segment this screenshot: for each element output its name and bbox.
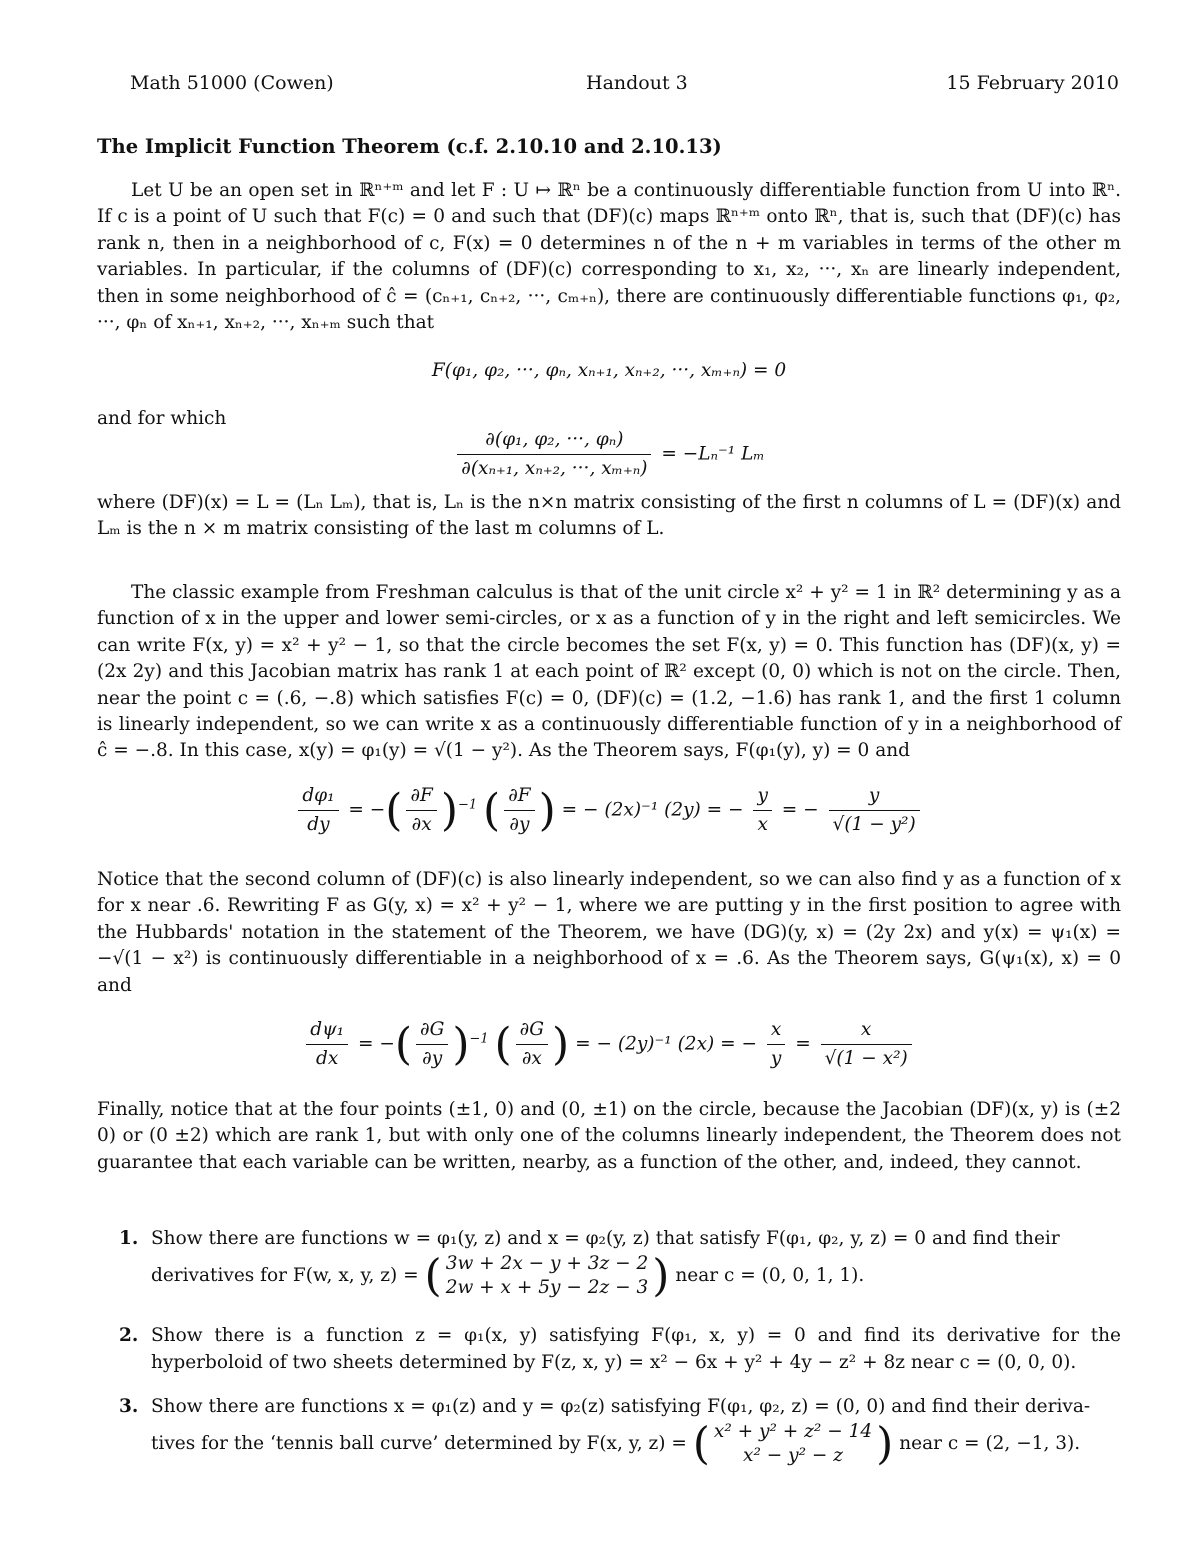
handout-label: Handout 3	[586, 72, 688, 94]
theorem-statement: Let U be an open set in ℝⁿ⁺ᵐ and let F : U ↦ ℝⁿ be a continuously differentiable function from U into ℝⁿ. If c is a point of U such that F(c) = 0 and such that (DF)(c) maps ℝⁿ⁺ᵐ onto ℝⁿ, that is, such that (DF)(c) has rank n, then in a neighborhood of c, F(x) = 0 determines n of the n + m variables in terms of the other m variables. In particular, if the columns of (DF)(c) corresponding to x₁, x₂, ···, xₙ are linearly independent, then in some neighborhood of ĉ = (cₙ₊₁, cₙ₊₂, ···, cₘ₊ₙ), there are continuously differentiable functions φ₁, φ₂, ···, φₙ of xₙ₊₁, xₙ₊₂, ···, xₙ₊ₘ such that	[97, 180, 1121, 334]
jacobian-fraction: $\frac{\text{∂(φ₁, φ₂, ···, φₙ)}}{\text{∂(xₙ₊₁, xₙ₊₂, ···, xₘ₊ₙ)}}$	[457, 426, 651, 483]
date-label: 15 February 2010	[946, 72, 1119, 94]
problem-1: 1. Show there are functions w = φ₁(y, z) and x = φ₂(y, z) that satisfy F(φ₁, φ₂, y, z) = 0 and find their derivatives for F(w, x, y, z) = ( 3w + 2x − y + 3z − 2 2w + x + 5y − 2z − 3 ) near c = (0, 0, 1, 1).	[119, 1228, 1060, 1302]
course-label: Math 51000 (Cowen)	[130, 72, 334, 94]
example-paragraph-2: Notice that the second column of (DF)(c) is also linearly independent, so we can also find y as a function of x for x near .6. Rewriting F as G(y, x) = x² + y² − 1, where we are putting y in the first position to agree with the Hubbards' notation in the statement of the Theorem, we have (DG)(y, x) = (2y 2x) and y(x) = ψ₁(x) = −√(1 − x²) is continuously differentiable in a neighborhood of x = .6. As the Theorem says, G(ψ₁(x), x) = 0 and	[97, 869, 1121, 996]
equation-2	[97, 426, 1121, 483]
problem-2: 2. Show there is a function z = φ₁(x, y) satisfying F(φ₁, x, y) = 0 and find its derivative for the hyperboloid of two sheets determined by F(z, x, y) = x² − 6x + y² + 4y − z² + 8z near c = (0, 0, 0).	[119, 1325, 1121, 1373]
section-title: The Implicit Function Theorem (c.f. 2.10.10 and 2.10.13)	[97, 135, 722, 158]
equation-4: $\frac{\text{dψ₁}}{dx}$ = −( $\frac{\partial G}{\partial y}$ )$^{-1}$ ( $\frac{\partial G}{\partial x}$ ) = − (2y)⁻¹ (2x) = − $\frac{x}{y}$ = $\frac{x}{\text{√(1 − x²)}}$	[97, 1016, 1121, 1073]
equation-2-rhs: = −Lₙ⁻¹ Lₘ	[661, 443, 765, 465]
equation-3: $\frac{\text{dφ₁}}{dy}$ = −( $\frac{\partial F}{\partial x}$ )$^{-1}$ ( $\frac{\partial F}{\partial y}$ ) = − (2x)⁻¹ (2y) = − $\frac{y}{x}$ = − $\frac{y}{\text{√(1 − y²)}}$	[97, 782, 1121, 839]
page-header	[97, 72, 1121, 98]
and-for-which-text: and for which	[97, 408, 227, 429]
example-paragraph-3: Finally, notice that at the four points (±1, 0) and (0, ±1) on the circle, because the Jacobian (DF)(x, y) is (±2 0) or (0 ±2) which are rank 1, but with only one of the columns linearly independent, the Theorem does not guarantee that each variable can be written, nearby, as a function of the other, and, indeed, they cannot.	[97, 1099, 1121, 1173]
theorem-where-text: where (DF)(x) = L = (Lₙ Lₘ), that is, Lₙ is the n×n matrix consisting of the first n columns of L = (DF)(x) and Lₘ is the n × m matrix consisting of the last m columns of L.	[97, 492, 1121, 540]
equation-1: F(φ₁, φ₂, ···, φₙ, xₙ₊₁, xₙ₊₂, ···, xₘ₊ₙ) = 0	[431, 360, 787, 381]
example-paragraph-1: The classic example from Freshman calculus is that of the unit circle x² + y² = 1 in ℝ² determining y as a function of x in the upper and lower semi-circles, or x as a function of y in the right and left semicircles. We can write F(x, y) = x² + y² − 1, so that the circle becomes the set F(x, y) = 0. This function has (DF)(x, y) = (2x 2y) and this Jacobian matrix has rank 1 at each point of ℝ² except (0, 0) which is not on the circle. Then, near the point c = (.6, −.8) which satisfies F(c) = 0, (DF)(c) = (1.2, −1.6) has rank 1, and the first 1 column is linearly independent, so we can write x as a continuously differentiable function of y in a neighborhood of ĉ = −.8. In this case, x(y) = φ₁(y) = √(1 − y²). As the Theorem says, F(φ₁(y), y) = 0 and	[97, 582, 1121, 762]
problem-3: 3. Show there are functions x = φ₁(z) and y = φ₂(z) satisfying F(φ₁, φ₂, z) = (0, 0) and find their deriva- tives for the ‘tennis ball curve’ determined by F(x, y, z) = ( x² + y² + z² − 14 x² − y² − z ) near c = (2, −1, 3).	[119, 1396, 1091, 1470]
